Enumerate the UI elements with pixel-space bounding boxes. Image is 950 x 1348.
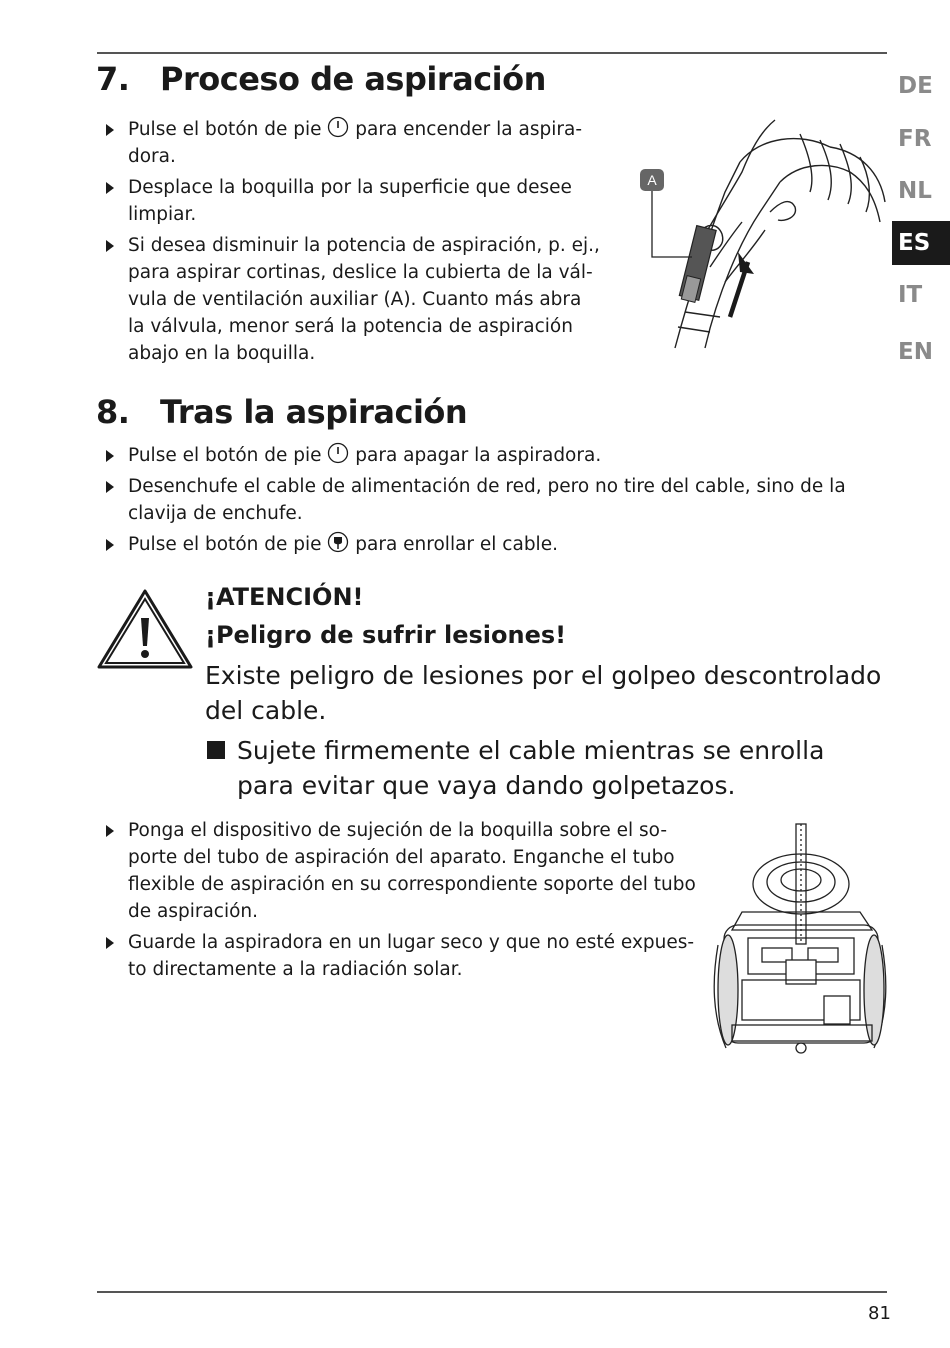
page-number: 81 [868, 1303, 891, 1324]
section-8-list [100, 442, 870, 562]
language-tab-nl[interactable]: NL [898, 178, 932, 204]
top-rule [97, 52, 887, 54]
power-icon [327, 442, 349, 464]
section-8-heading [96, 393, 467, 431]
warning-triangle-icon [96, 588, 194, 670]
square-bullet-icon [207, 741, 225, 759]
storage-list [100, 817, 700, 987]
section-8-number: 8. [96, 393, 130, 431]
list-item: Ponga el dispositivo de sujeción de la boquilla sobre el so-porte del tubo de aspiración del aparato. Enganche el tubo flexible de aspiración en su correspondiente soporte del tubo de aspiración. [100, 817, 700, 925]
list-item: Pulse el botón de pie para enrollar el cable. [100, 531, 870, 558]
cable-rewind-icon [327, 531, 349, 553]
bottom-rule [97, 1291, 887, 1293]
section-7-list [100, 116, 600, 371]
section-8-title: Tras la aspiración [160, 393, 468, 431]
hose-valve-illustration [630, 112, 892, 354]
vacuum-storage-illustration [712, 820, 888, 1058]
language-tab-en[interactable]: EN [898, 339, 933, 365]
language-tab-de[interactable]: DE [898, 73, 933, 99]
language-tab-es[interactable]: ES [892, 221, 950, 265]
list-item: Pulse el botón de pie para encender la aspira-dora. [100, 116, 600, 170]
warning-text: Existe peligro de lesiones por el golpeo descontrolado del cable. [205, 661, 882, 725]
list-item: Pulse el botón de pie para apagar la aspiradora. [100, 442, 870, 469]
list-item: Desplace la boquilla por la superficie que desee limpiar. [100, 174, 600, 228]
list-item: Desenchufe el cable de alimentación de red, pero no tire del cable, sino de la clavija de enchufe. [100, 473, 870, 527]
list-item: Guarde la aspiradora en un lugar seco y que no esté expues-to directamente a la radiación solar. [100, 929, 700, 983]
section-7-heading [96, 60, 546, 98]
language-tab-it[interactable]: IT [898, 282, 923, 308]
section-7-title: Proceso de aspiración [160, 60, 546, 98]
warning-heading: ¡ATENCIÓN! [205, 583, 364, 611]
language-tab-fr[interactable]: FR [898, 126, 932, 152]
figure-label-a: A [647, 172, 657, 188]
list-item: Si desea disminuir la potencia de aspiración, p. ej., para aspirar cortinas, deslice la cubierta de la vál-vula de ventilación auxiliar (A). Cuanto más abra la válvula, menor será la potencia de aspiración abajo en la boquilla. [100, 232, 600, 367]
section-7-number: 7. [96, 60, 130, 98]
power-icon [327, 116, 349, 138]
warning-subheading: ¡Peligro de sufrir lesiones! [205, 621, 567, 649]
warning-instruction: Sujete firmemente el cable mientras se enrolla para evitar que vaya dando golpetazos. [205, 733, 885, 803]
